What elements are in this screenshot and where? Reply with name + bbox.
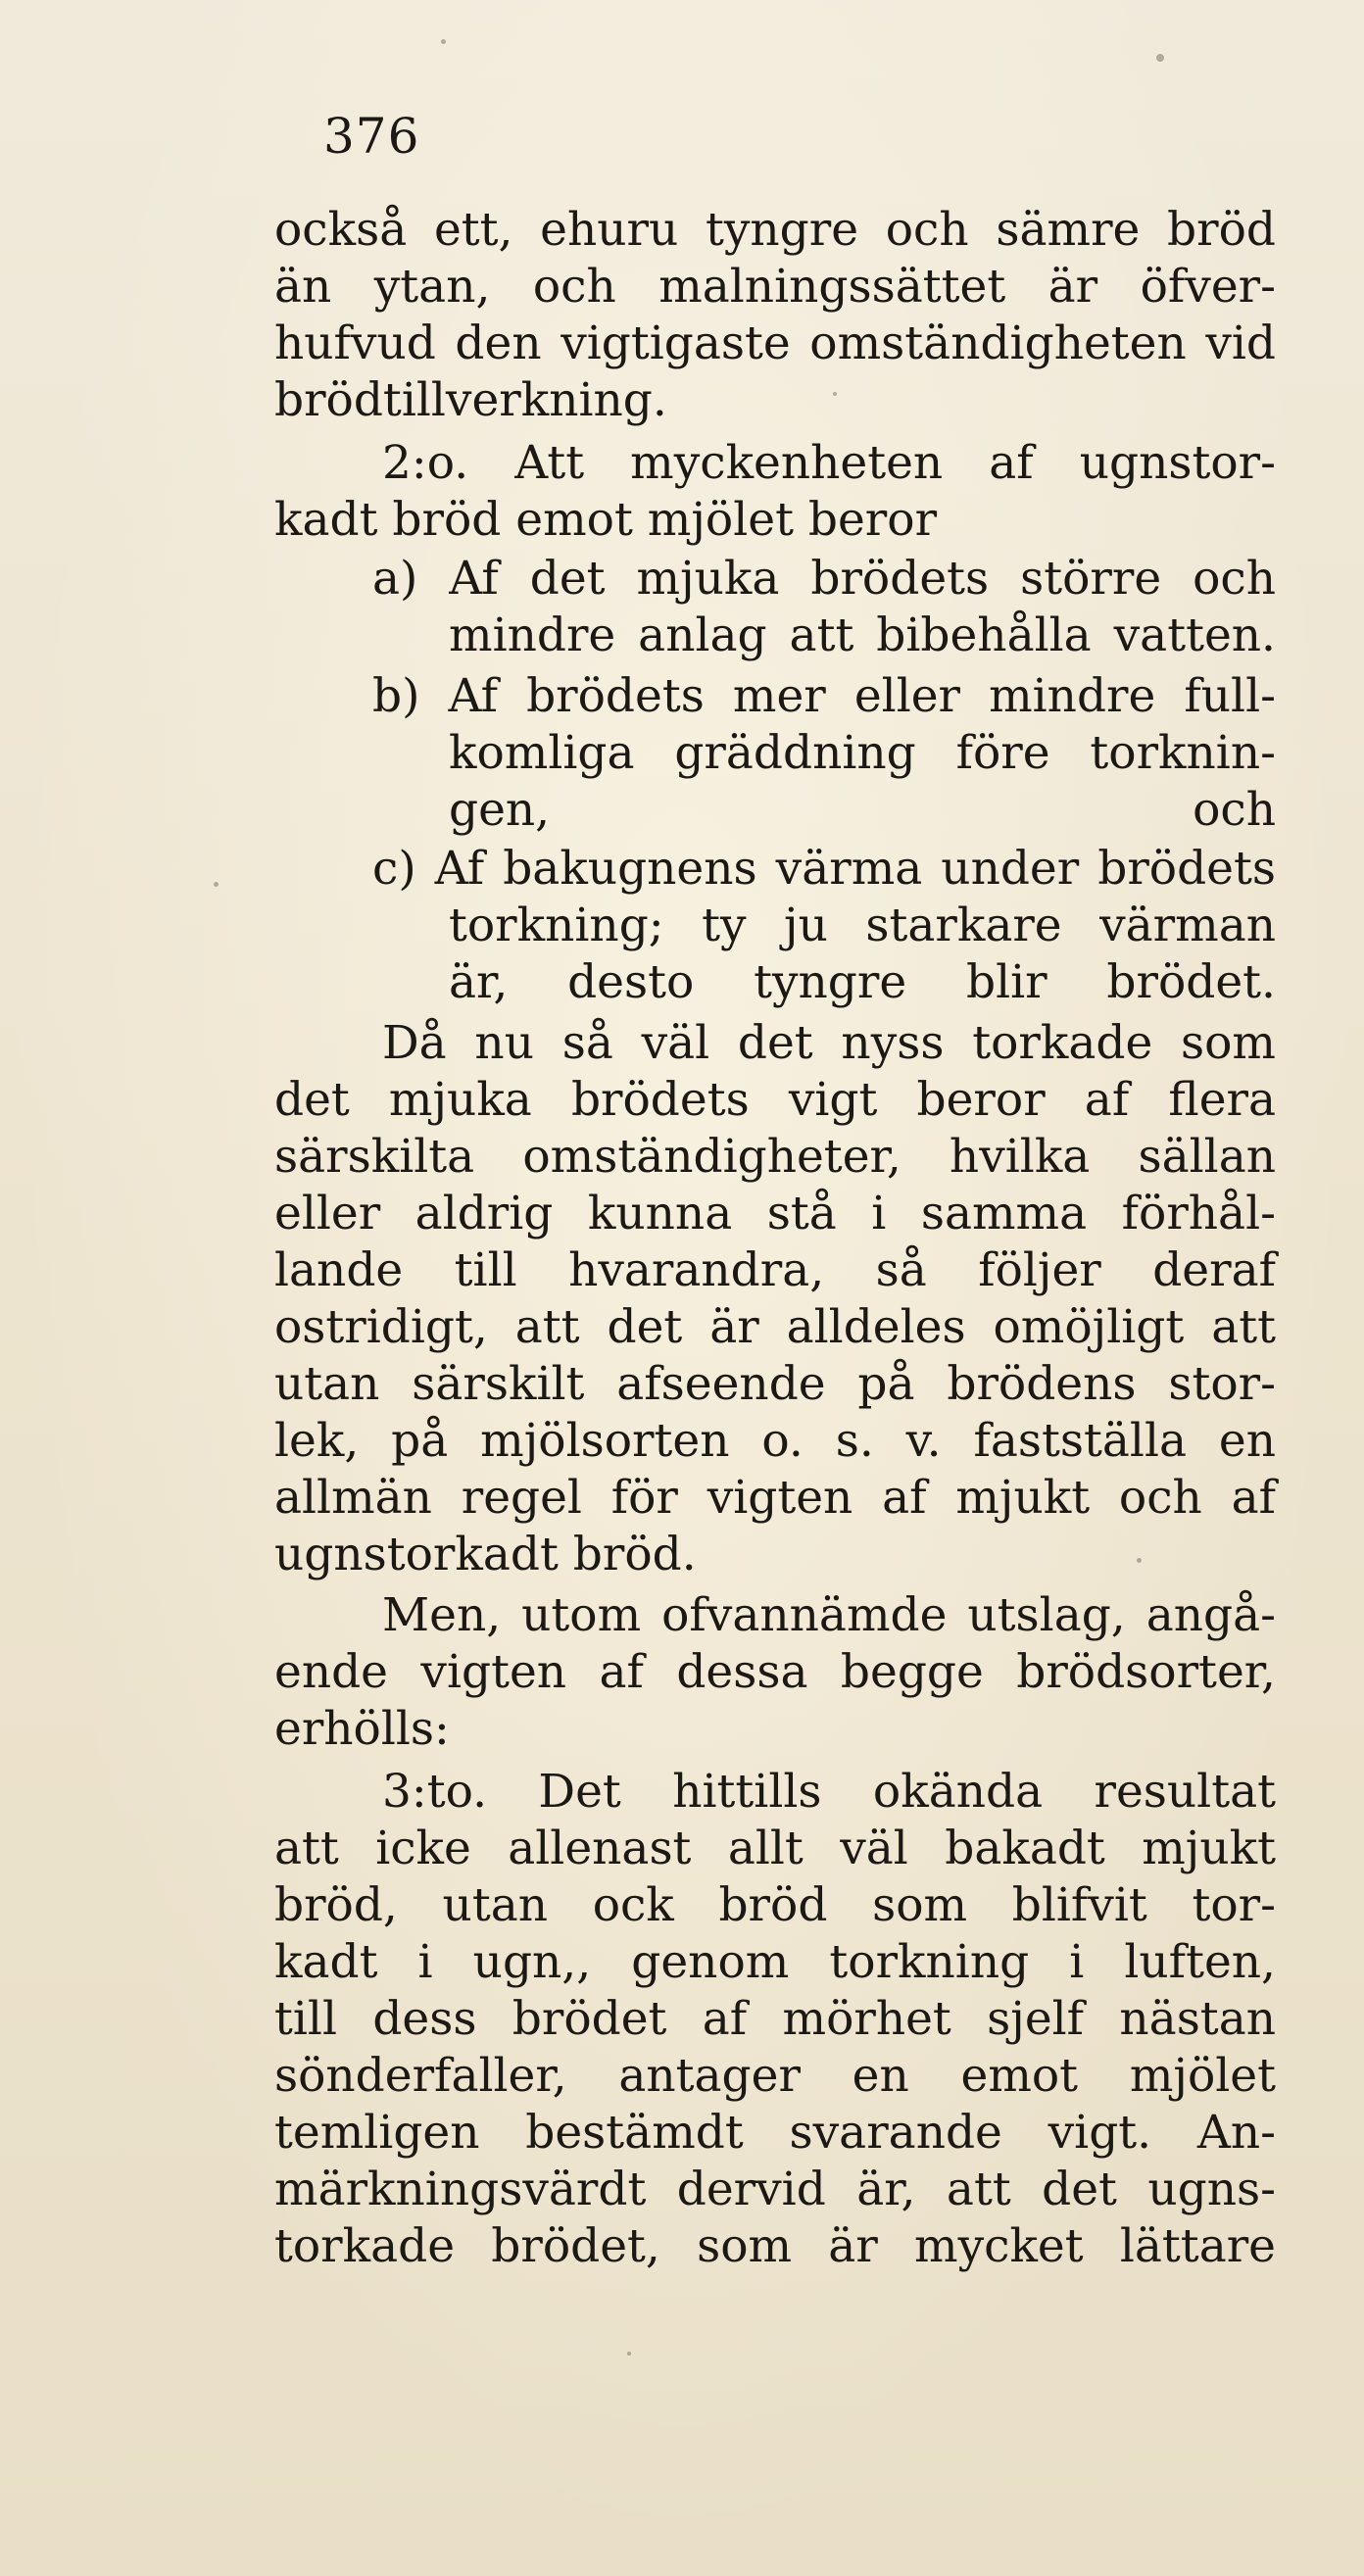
text-line: lande till hvarandra, så följer deraf bbox=[274, 1243, 1276, 1297]
page-number: 376 bbox=[323, 108, 420, 165]
paper-speck bbox=[441, 39, 446, 44]
text-line: särskilta omständigheter, hvilka sällan bbox=[274, 1130, 1276, 1184]
text-line: kadt i ugn,, genom torkning i luften, bbox=[274, 1935, 1276, 1989]
text-line: märkningsvärdt dervid är, att det ugns- bbox=[274, 2163, 1276, 2216]
text-line: Men, utom ofvannämde utslag, angå- bbox=[382, 1588, 1276, 1642]
text-line: torkade brödet, som är mycket lättare bbox=[274, 2219, 1276, 2273]
text-line: ugnstorkadt bröd. bbox=[274, 1528, 697, 1581]
list-item-b: b) Af brödets mer eller mindre full- bbox=[372, 669, 1276, 723]
paper-speck bbox=[833, 392, 837, 396]
text-line: utan särskilt afseende på brödens stor- bbox=[274, 1357, 1276, 1411]
list-item-a: a) Af det mjuka brödets större och bbox=[372, 552, 1276, 606]
text-line: ende vigten af dessa begge brödsorter, bbox=[274, 1645, 1276, 1699]
text-line: också ett, ehuru tyngre och sämre bröd bbox=[274, 203, 1276, 257]
text-line: Då nu så väl det nyss torkade som bbox=[382, 1016, 1276, 1070]
paper-speck bbox=[627, 2352, 631, 2356]
text-line: eller aldrig kunna stå i samma förhål- bbox=[274, 1187, 1276, 1240]
text-line: sönderfaller, antager en emot mjölet bbox=[274, 2049, 1276, 2103]
text-line: till dess brödet af mörhet sjelf nästan bbox=[274, 1992, 1276, 2046]
text-line: det mjuka brödets vigt beror af flera bbox=[274, 1073, 1276, 1127]
text-line: kadt bröd emot mjölet beror bbox=[274, 493, 938, 547]
text-line: erhölls: bbox=[274, 1702, 450, 1756]
text-line: brödtillverkning. bbox=[274, 373, 667, 427]
text-line: torkning; ty ju starkare värman bbox=[449, 899, 1276, 952]
text-line: är, desto tyngre blir brödet. bbox=[449, 955, 1276, 1009]
text-line: bröd, utan ock bröd som blifvit tor- bbox=[274, 1878, 1276, 1932]
text-line: att icke allenast allt väl bakadt mjukt bbox=[274, 1822, 1276, 1875]
text-line: ostridigt, att det är alldeles omöjligt att bbox=[274, 1300, 1276, 1354]
text-line: än ytan, och malningssättet är öfver- bbox=[274, 260, 1276, 314]
paper-speck bbox=[1156, 54, 1164, 62]
text-line: lek, på mjölsorten o. s. v. fastställa en bbox=[274, 1414, 1276, 1468]
text-line: komliga gräddning före torknin- bbox=[449, 726, 1276, 780]
list-item-c: c) Af bakugnens värma under brödets bbox=[372, 842, 1276, 896]
paper-speck bbox=[214, 882, 219, 887]
paper-speck bbox=[1137, 1558, 1142, 1563]
text-line: 2:o. Att myckenheten af ugnstor- bbox=[382, 436, 1276, 490]
text-line: 3:to. Det hittills okända resultat bbox=[382, 1765, 1276, 1819]
text-line: allmän regel för vigten af mjukt och af bbox=[274, 1471, 1276, 1525]
text-line: mindre anlag att bibehålla vatten. bbox=[449, 608, 1276, 662]
text-line: temligen bestämdt svarande vigt. An- bbox=[274, 2106, 1276, 2160]
text-line: hufvud den vigtigaste omständigheten vid bbox=[274, 316, 1276, 370]
text-line: gen, och bbox=[449, 783, 1276, 837]
